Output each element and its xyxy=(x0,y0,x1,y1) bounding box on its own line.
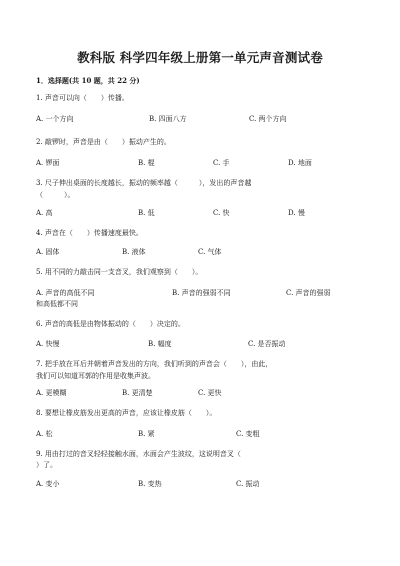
question-3-options xyxy=(36,207,366,219)
option-c[interactable]: C. 振动 xyxy=(236,480,260,488)
option-a[interactable]: A. 声音的高低不同 xyxy=(36,289,95,297)
question-5-stem: 5. 用不同的力敲击同一支音叉，我们观察到（ ）。 xyxy=(36,268,203,276)
option-c[interactable]: C. 声音的强弱 xyxy=(286,289,331,297)
option-b[interactable]: B. 棍 xyxy=(138,159,155,167)
question-4-stem: 4. 声音在（ ）传播速度最快。 xyxy=(36,229,143,237)
option-d[interactable]: D. 慢 xyxy=(288,209,305,217)
question-6-options xyxy=(36,338,366,350)
option-b[interactable]: B. 低 xyxy=(138,209,155,217)
option-b[interactable]: B. 液体 xyxy=(122,248,146,256)
question-7-options xyxy=(36,387,366,399)
option-a[interactable]: A. 高 xyxy=(36,209,53,217)
question-2-stem: 2. 敲锣时，声音是由（ ）振动产生的。 xyxy=(36,138,171,146)
question-9-stem-line2: ）了。 xyxy=(36,461,57,469)
question-4-options xyxy=(36,246,366,258)
page-title: 教科版 科学四年级上册第一单元声音测试卷 xyxy=(77,50,323,65)
question-7-stem-line1: 7. 把手放在耳后并朝着声音发出的方向，我们听到的声音会（ ），由此， xyxy=(36,360,273,368)
question-5-option-c-continued: 和高低都不同 xyxy=(36,300,78,308)
option-c[interactable]: C. 更快 xyxy=(198,389,222,397)
option-a[interactable]: A. 松 xyxy=(36,430,53,438)
question-1-stem: 1. 声音可以向（ ）传播。 xyxy=(36,94,129,102)
option-c[interactable]: C. 是否振动 xyxy=(248,340,286,348)
question-2-options xyxy=(36,157,366,169)
option-b[interactable]: B. 变热 xyxy=(138,480,162,488)
option-b[interactable]: B. 四面八方 xyxy=(149,115,187,123)
option-c[interactable]: C. 快 xyxy=(213,209,230,217)
option-b[interactable]: B. 更清楚 xyxy=(122,389,153,397)
question-9-stem-line1: 9. 用由打过的音叉轻轻接触水面，水面会产生波纹，这说明音叉（ xyxy=(36,450,255,458)
option-a[interactable]: A. 变小 xyxy=(36,480,60,488)
option-a[interactable]: A. 一个方向 xyxy=(36,115,74,123)
question-3-stem-line2: （ ）。 xyxy=(36,191,75,199)
option-a[interactable]: A. 锣面 xyxy=(36,159,60,167)
option-b[interactable]: B. 幅度 xyxy=(148,340,172,348)
question-8-options xyxy=(36,428,366,440)
option-c[interactable]: C. 手 xyxy=(213,159,230,167)
question-7-stem-line2: 我们可以知道耳郭的作用是收集声波。 xyxy=(36,372,155,380)
option-c[interactable]: C. 气体 xyxy=(198,248,222,256)
question-1-options xyxy=(36,113,366,125)
option-a[interactable]: A. 快慢 xyxy=(36,340,60,348)
option-a[interactable]: A. 更模糊 xyxy=(36,389,67,397)
option-d[interactable]: D. 地面 xyxy=(288,159,312,167)
question-8-stem: 8. 要想让橡皮筋发出更高的声音，应该让橡皮筋（ ）。 xyxy=(36,409,217,417)
section-heading: 1．选择题(共 10 题，共 22 分) xyxy=(36,76,140,85)
option-a[interactable]: A. 固体 xyxy=(36,248,60,256)
question-6-stem: 6. 声音的高低是由物体振动的（ ）决定的。 xyxy=(36,320,185,328)
question-3-stem-line1: 3. 尺子伸出桌面的长度越长，振动的频率越（ ），发出的声音越 xyxy=(36,179,252,187)
option-c[interactable]: C. 两个方向 xyxy=(249,115,287,123)
question-9-options xyxy=(36,478,366,490)
option-b[interactable]: B. 紧 xyxy=(138,430,155,438)
option-c[interactable]: C. 变粗 xyxy=(236,430,260,438)
option-b[interactable]: B. 声音的强弱不同 xyxy=(172,289,231,297)
